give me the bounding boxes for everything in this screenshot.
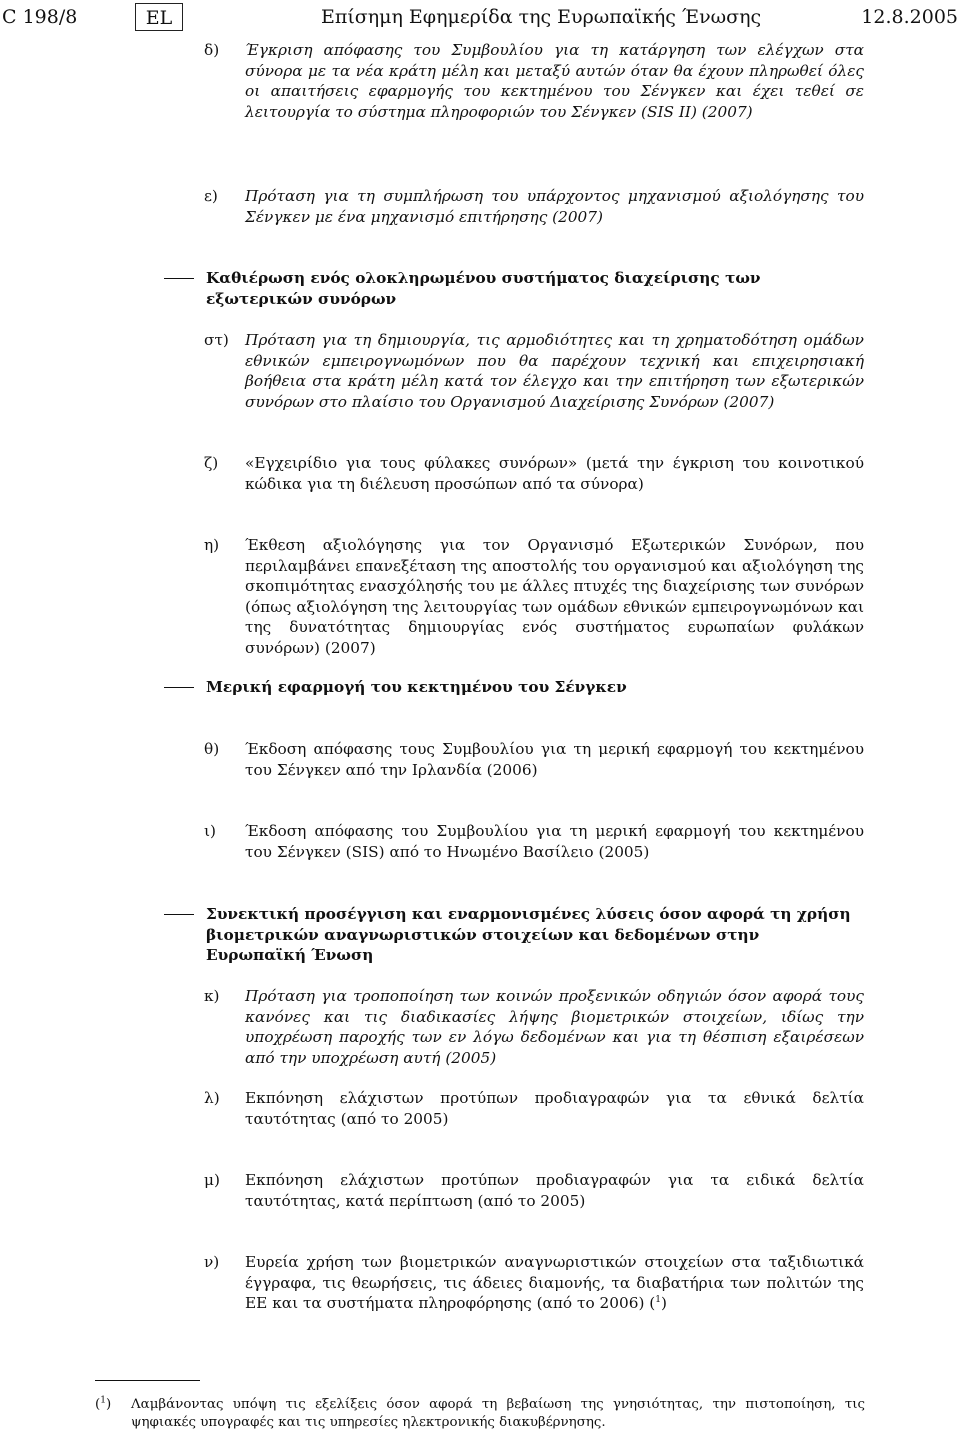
item-text: Εκπόνηση ελάχιστων προτύπων προδιαγραφών για τα ειδικά δελτία ταυτότητας, κατά περίπτωση (από το 2005): [245, 1171, 864, 1210]
list-item: [204, 1088, 864, 1129]
footnote-label-open: (: [95, 1397, 101, 1412]
list-item: [204, 1252, 864, 1314]
item-text: Εκπόνηση ελάχιστων προτύπων προδιαγραφών για τα εθνικά δελτία ταυτότητας (από το 2005): [245, 1089, 864, 1128]
page-header: [0, 0, 960, 40]
section-dash: [164, 278, 194, 279]
section-heading: [164, 904, 864, 966]
journal-title: Επίσημη Εφημερίδα της Ευρωπαϊκής Ένωσης: [321, 6, 762, 28]
item-label: κ): [204, 987, 220, 1005]
item-text-body: Ευρεία χρήση των βιομετρικών αναγνωριστικών στοιχείων στα ταξιδιωτικά έγγραφα, τις θεωρήσεις, τις άδειες διαμονής, τα διαβατήρια των πολιτών της ΕΕ και τα συστήματα πληροφόρησης (από το 2006): [245, 1253, 864, 1312]
list-item: [204, 1170, 864, 1211]
item-text: Έγκριση απόφασης του Συμβουλίου για τη κατάργηση των ελέγχων στα σύνορα με τα νέα κράτη μέλη και μεταξύ αυτών όταν θα έχουν πληρωθεί όλες οι απαιτήσεις εφαρμογής του κεκτημένου του Σένγκεν και έχει τεθεί σε λειτουργία το σύστημα πληροφοριών του Σένγκεν (SIS II) (2007): [245, 41, 864, 121]
list-item: [204, 40, 864, 122]
list-item: [204, 330, 864, 412]
item-label: δ): [204, 41, 220, 59]
item-text: Πρόταση για τη δημιουργία, τις αρμοδιότητες και τη χρηματοδότηση ομάδων εθνικών εμπειρογνωμόνων που θα παρέχουν τεχνική και επιχειρησιακή βοήθεια στα κράτη μέλη κατά τον έλεγχο και την επιτήρηση των εξωτερικών συνόρων στο πλαίσιο του Οργανισμού Διαχείρισης Συνόρων (2007): [245, 331, 864, 411]
list-item: [204, 821, 864, 862]
page-reference: C 198/8: [2, 6, 78, 28]
footnote-label-number: 1: [100, 1395, 106, 1406]
item-label: μ): [204, 1171, 220, 1189]
section-title: Καθιέρωση ενός ολοκληρωμένου συστήματος διαχείρισης των εξωτερικών συνόρων: [206, 269, 761, 308]
item-text: Πρόταση για τροποποίηση των κοινών προξενικών οδηγιών όσον αφορά τους κανόνες και τις διαδικασίες λήψης βιομετρικών στοιχείων, ιδίως την υποχρέωση παροχής των εν λόγω δεδομένων και για τη θέσπιση εξαιρέσεων από την υποχρέωση αυτή (2005): [245, 987, 864, 1067]
item-text: Έκδοση απόφασης του Συμβουλίου για τη μερική εφαρμογή του κεκτημένου του Σένγκεν (SIS) από το Ηνωμένο Βασίλειο (2005): [245, 822, 864, 861]
footnote-text: Λαμβάνοντας υπόψη τις εξελίξεις όσον αφορά τη βεβαίωση της γνησιότητας, την πιστοποίηση, τις ψηφιακές υπογραφές και τις υπηρεσίες ηλεκτρονικής διακυβέρνησης.: [131, 1397, 865, 1430]
item-label: ζ): [204, 454, 219, 472]
item-text: Έκδοση απόφασης τους Συμβουλίου για τη μερική εφαρμογή του κεκτημένου του Σένγκεν από την Ιρλανδία (2006): [245, 740, 864, 779]
footnote-ref-open: (: [644, 1294, 656, 1312]
footnote-label: [95, 1396, 111, 1414]
item-label: ε): [204, 187, 218, 205]
section-title: Συνεκτική προσέγγιση και εναρμονισμένες λύσεις όσον αφορά τη χρήση βιομετρικών αναγνωριστικών στοιχείων και δεδομένων στην Ευρωπαϊκή Ένωση: [206, 905, 851, 964]
item-text: Έκθεση αξιολόγησης για τον Οργανισμό Εξωτερικών Συνόρων, που περιλαμβάνει επανεξέταση της αποστολής του οργανισμού και αξιολόγηση της σκοπιμότητας ενασχόλησής του με άλλες πτυχές της διαχείρισης των συνόρων (όπως αξιολόγηση της λειτουργίας των ομάδων εθνικών εμπειρογνωμόνων και της δυνατότητας δημιουργίας ενός συστήματος ευρωπαίων φυλάκων συνόρων) (2007): [245, 536, 864, 657]
footnote-divider: [95, 1380, 200, 1381]
section-heading: [164, 268, 864, 309]
item-label: η): [204, 536, 220, 554]
publication-date: 12.8.2005: [861, 6, 958, 28]
list-item: [204, 453, 864, 494]
list-item: [204, 739, 864, 780]
item-label: θ): [204, 740, 220, 758]
item-label: λ): [204, 1089, 220, 1107]
item-text: Πρόταση για τη συμπλήρωση του υπάρχοντος μηχανισμού αξιολόγησης του Σένγκεν με ένα μηχανισμό επιτήρησης (2007): [245, 187, 864, 226]
footnote-ref-close: ): [661, 1294, 667, 1312]
section-title: Μερική εφαρμογή του κεκτημένου του Σένγκεν: [206, 678, 627, 696]
section-dash: [164, 687, 194, 688]
item-text: «Εγχειρίδιο για τους φύλακες συνόρων» (μετά την έγκριση του κοινοτικού κώδικα για τη διέλευση προσώπων από τα σύνορα): [245, 454, 864, 493]
footnote-ref-number[interactable]: 1: [655, 1294, 662, 1305]
footnote: [95, 1396, 865, 1432]
item-label: ι): [204, 822, 216, 840]
section-heading: [164, 677, 864, 698]
list-item: [204, 535, 864, 658]
language-badge: EL: [135, 3, 183, 31]
item-label: στ): [204, 331, 229, 349]
item-label: ν): [204, 1253, 220, 1271]
footnote-label-close: ): [105, 1397, 112, 1412]
list-item: [204, 186, 864, 227]
list-item: [204, 986, 864, 1068]
item-text: [245, 1252, 864, 1314]
section-dash: [164, 914, 194, 915]
